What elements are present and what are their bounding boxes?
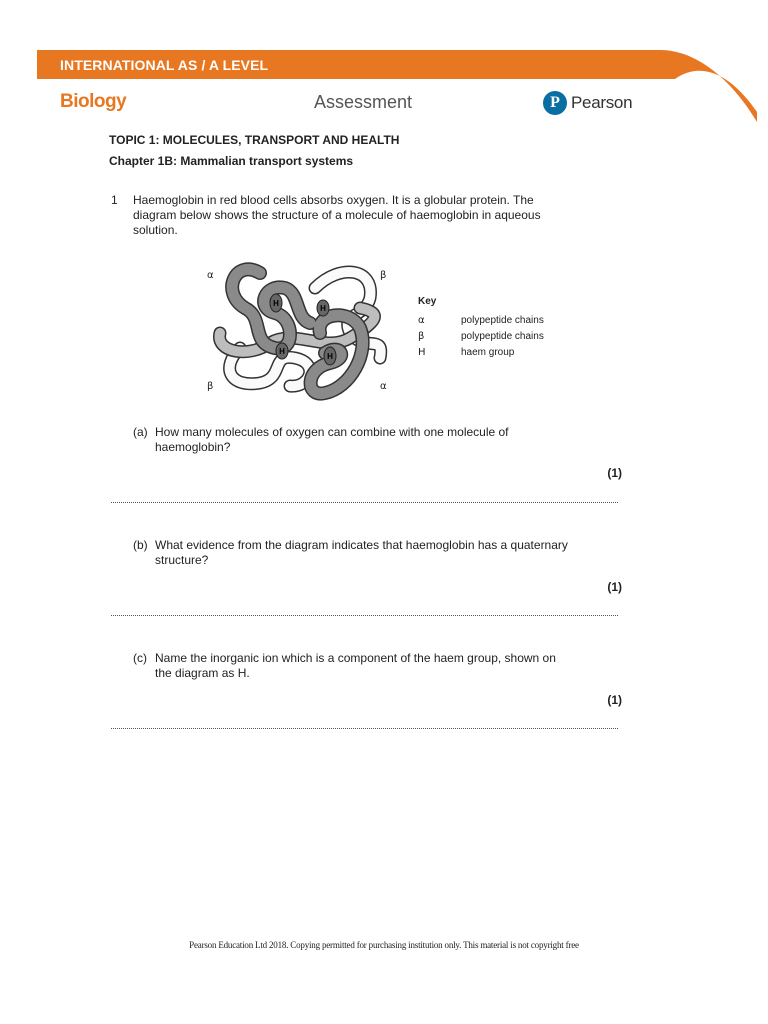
key-meaning: haem group: [461, 346, 515, 358]
diagram-key: [418, 296, 544, 360]
publisher-name: Pearson: [571, 93, 633, 112]
key-symbol: β: [418, 330, 425, 342]
haem-label: H: [327, 352, 333, 361]
key-row: [418, 344, 544, 360]
key-symbol: α: [418, 314, 425, 326]
part-a-marks: (1): [607, 466, 622, 480]
haem-label: H: [273, 299, 279, 308]
banner-title: INTERNATIONAL AS / A LEVEL: [60, 57, 269, 73]
label-alpha-top-left: α: [207, 270, 214, 281]
subject-title: Biology: [60, 91, 127, 112]
key-row: [418, 328, 544, 344]
haem-label: H: [320, 304, 326, 313]
haem-label: H: [279, 347, 285, 356]
key-row: [418, 312, 544, 328]
topic-heading: TOPIC 1: MOLECULES, TRANSPORT AND HEALTH: [109, 133, 400, 147]
part-a-text: How many molecules of oxygen can combine with one molecule of haemoglobin?: [155, 425, 509, 454]
part-a-letter: (a): [133, 425, 148, 439]
chapter-heading: Chapter 1B: Mammalian transport systems: [109, 154, 354, 168]
part-b-text: What evidence from the diagram indicates that haemoglobin has a quaternary structure?: [155, 538, 568, 567]
section-title: Assessment: [314, 92, 413, 112]
key-symbol: H: [418, 346, 426, 358]
part-c-marks: (1): [607, 693, 622, 707]
key-meaning: polypeptide chains: [461, 314, 544, 326]
label-alpha-bottom-right: α: [380, 381, 387, 392]
key-meaning: polypeptide chains: [461, 330, 544, 342]
part-a-answer-line[interactable]: [111, 502, 618, 503]
publisher-logo: [543, 91, 632, 115]
question-text: Haemoglobin in red blood cells absorbs oxygen. It is a globular protein. The diagram below shows the structure of a molecule of haemoglobin in aqueous solution.: [133, 193, 541, 237]
part-b-answer-line[interactable]: [111, 615, 618, 616]
copyright-footer: Pearson Education Ltd 2018. Copying permitted for purchasing institution only. This material is not copyright free: [189, 940, 579, 950]
part-b-marks: (1): [607, 580, 622, 594]
part-b-letter: (b): [133, 538, 148, 552]
key-heading: Key: [418, 296, 437, 307]
part-c-answer-line[interactable]: [111, 728, 618, 729]
label-beta-top-right: β: [380, 270, 387, 281]
question-number: 1: [111, 193, 118, 207]
part-c-text: Name the inorganic ion which is a component of the haem group, shown on the diagram as H.: [155, 651, 556, 680]
haemoglobin-diagram: [200, 258, 400, 408]
label-beta-bottom-left: β: [207, 381, 214, 392]
part-c-letter: (c): [133, 651, 147, 665]
pearson-logo-icon: P: [543, 91, 567, 115]
